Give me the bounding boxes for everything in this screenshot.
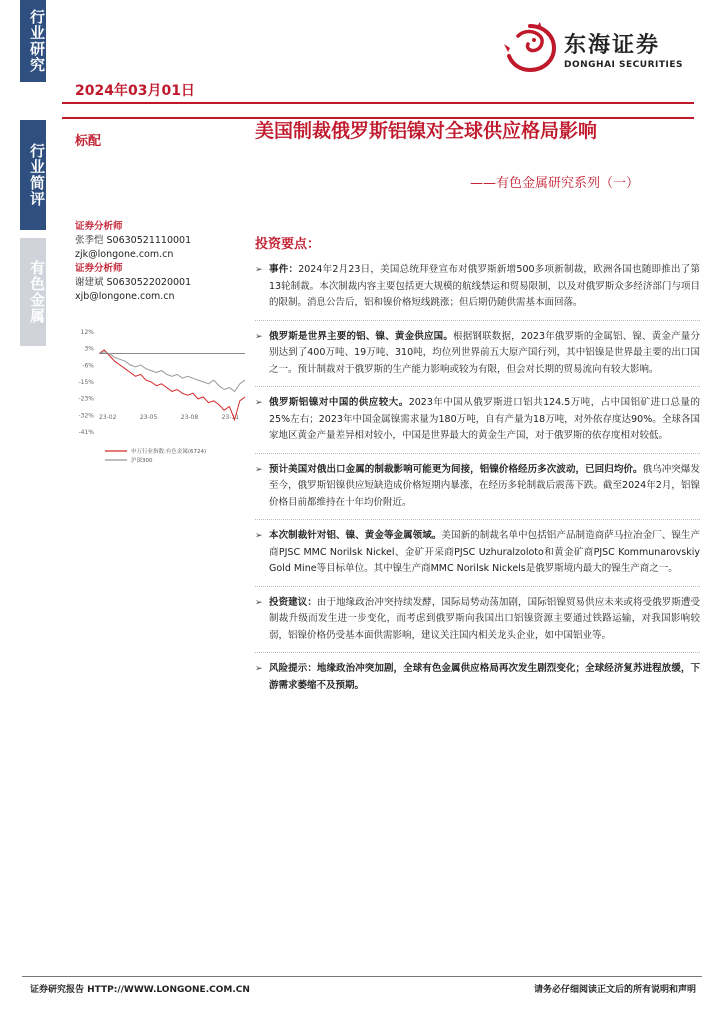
legend-label: 沪深300 — [131, 458, 153, 464]
y-tick-label: 3% — [84, 345, 94, 353]
sidebar-tab-industry-research: 行业研究 — [20, 0, 46, 82]
y-tick-label: -23% — [78, 395, 94, 403]
key-point-text: 俄乌冲突爆发至今，俄罗斯铝镍供应短缺造成价格短期内暴涨，在经历多轮制裁后震荡下跌。截至2024年2月，铝镍价格目前都维持在十年均价附近。 — [269, 463, 700, 508]
footer-website: 证券研究报告 HTTP://WWW.LONGONE.COM.CN — [30, 985, 250, 995]
x-tick-label: 23-11 — [221, 414, 240, 421]
key-point-lead: 本次制裁针对铝、镍、黄金等金属领域。 — [269, 530, 442, 541]
analyst-label: 证券分析师 — [75, 263, 123, 274]
key-point-text: 美国新的制裁名单中包括铝产品制造商萨马拉冶金厂、镍生产商PJSC MMC Norilsk Nickel、金矿开采商PJSC Uzhuralzoloto和黄金矿商PJSC Kommunarovskiy Gold Mine等目标单位。其中镍生产商MMC Norilsk Nickels是俄罗斯境内最大的镍生产商之一。 — [269, 530, 700, 574]
logo-text-cn: 东海证券 — [564, 33, 661, 58]
sidebar-tab-industry-brief: 行业简评 — [20, 120, 46, 230]
analyst-info — [75, 220, 191, 304]
y-tick-label: -41% — [78, 429, 94, 436]
key-point-text: 2024年2月23日，美国总统拜登宣布对俄罗斯新增500多项新制裁，欧洲各国也随即推出了第13轮制裁。本次制裁内容主要包括更大规模的航线禁运和贸易限制，以及对俄罗斯众多经济部门与项目的限制。消息公告后，铝和镍价格短线跳涨；但后期仍随供需基本面回落。 — [269, 264, 700, 308]
legend-label: 申万行业指数:有色金属(6724) — [131, 449, 207, 455]
arrow-bullet-icon: ➢ — [255, 265, 263, 275]
report-subtitle: ——有色金属研究系列（一） — [470, 176, 640, 191]
arrow-bullet-icon: ➢ — [255, 531, 263, 541]
arrow-bullet-icon: ➢ — [255, 664, 263, 674]
arrow-bullet-icon: ➢ — [255, 464, 263, 475]
x-tick-label: 23-02 — [99, 414, 117, 421]
arrow-bullet-icon: ➢ — [255, 597, 263, 608]
analyst-name: 张季恺 S0630521110001 — [75, 235, 192, 246]
company-logo — [500, 22, 695, 74]
report-date: 2024年03月01日 — [75, 83, 195, 99]
key-point-item — [255, 595, 700, 654]
analyst-email: xjb@longone.com.cn — [75, 291, 175, 302]
analyst-label: 证券分析师 — [75, 221, 123, 232]
footer-disclaimer: 请务必仔细阅读正文后的所有说明和声明 — [533, 985, 696, 995]
series-line — [99, 352, 245, 392]
dragon-logo-icon — [500, 22, 560, 74]
report-title: 美国制裁俄罗斯铝镍对全球供应格局影响 — [255, 120, 598, 142]
y-tick-label: -15% — [78, 379, 94, 386]
arrow-bullet-icon: ➢ — [255, 398, 263, 408]
analyst-name: 谢建斌 S0630522020001 — [75, 277, 192, 288]
performance-chart-svg — [75, 325, 250, 470]
rating-label: 标配 — [75, 134, 102, 149]
x-tick-label: 23-05 — [139, 414, 158, 421]
y-tick-label: -6% — [82, 362, 94, 370]
x-tick-label: 23-08 — [180, 414, 199, 421]
key-point-item — [255, 262, 700, 321]
header-divider — [62, 102, 694, 104]
logo-text-en: DONGHAI SECURITIES — [564, 60, 683, 70]
y-tick-label: 12% — [80, 329, 94, 336]
arrow-bullet-icon: ➢ — [255, 331, 263, 342]
key-point-item — [255, 462, 700, 521]
key-points-list — [255, 262, 700, 710]
sidebar-tab-sector: 有色金属 — [20, 238, 46, 346]
key-point-item — [255, 661, 700, 702]
analyst-email: zjk@longone.com.cn — [75, 249, 174, 260]
key-point-item — [255, 528, 700, 587]
key-point-text: 2023年中国从俄罗斯进口铝共124.5万吨，占中国铝矿进口总量的25%左右；2023年中国金属镍需求量为180万吨，自有产量为18万吨，对外依存度达90%。全球各国家地区黄金产量差异相对较小，中国是世界最大的黄金生产国，对于俄罗斯的依存度相对较低。 — [269, 397, 700, 441]
performance-chart — [75, 325, 250, 470]
key-point-item — [255, 329, 700, 388]
y-tick-label: -32% — [78, 412, 94, 420]
key-point-lead: 风险提示：地缘政治冲突加剧，全球有色金属供应格局再次发生剧烈变化；全球经济复苏进程放缓，下游需求萎缩不及预期。 — [269, 663, 700, 691]
series-line — [99, 350, 245, 420]
key-point-item — [255, 395, 700, 454]
key-point-text: 由于地缘政治冲突持续发酵，国际局势动荡加剧，国际铝镍贸易供应未来或将受俄罗斯遭受制裁升级而发生进一步变化，而考虑到俄罗斯向我国出口铝镍资源主要通过铁路运输，对我国影响较弱，铝镍价格仍受基本面供需影响，建议关注国内相关龙头企业，如中国铝业等。 — [269, 596, 700, 641]
key-point-lead: 投资建议： — [269, 596, 317, 608]
key-point-lead: 俄罗斯铝镍对中国的供应较大。 — [269, 397, 409, 408]
footer-divider — [22, 976, 702, 977]
key-points-title: 投资要点： — [255, 237, 321, 252]
key-point-lead: 预计美国对俄出口金属的制裁影响可能更为间接，铝镍价格经历多次波动，已回归均价。 — [269, 463, 643, 475]
key-point-text: 根据钢联数据，2023年俄罗斯的金属铝、镍、黄金产量分别达到了400万吨、19万吨、310吨，均位列世界前五大原产国行列，其中铝镍是世界最主要的出口国之一。预计制裁对于俄罗斯的生产能力影响或较为有限，但会对长期的贸易流向有较大影响。 — [269, 330, 700, 375]
key-point-lead: 俄罗斯是世界主要的铝、镍、黄金供应国。 — [269, 330, 454, 342]
key-point-lead: 事件： — [269, 264, 299, 275]
